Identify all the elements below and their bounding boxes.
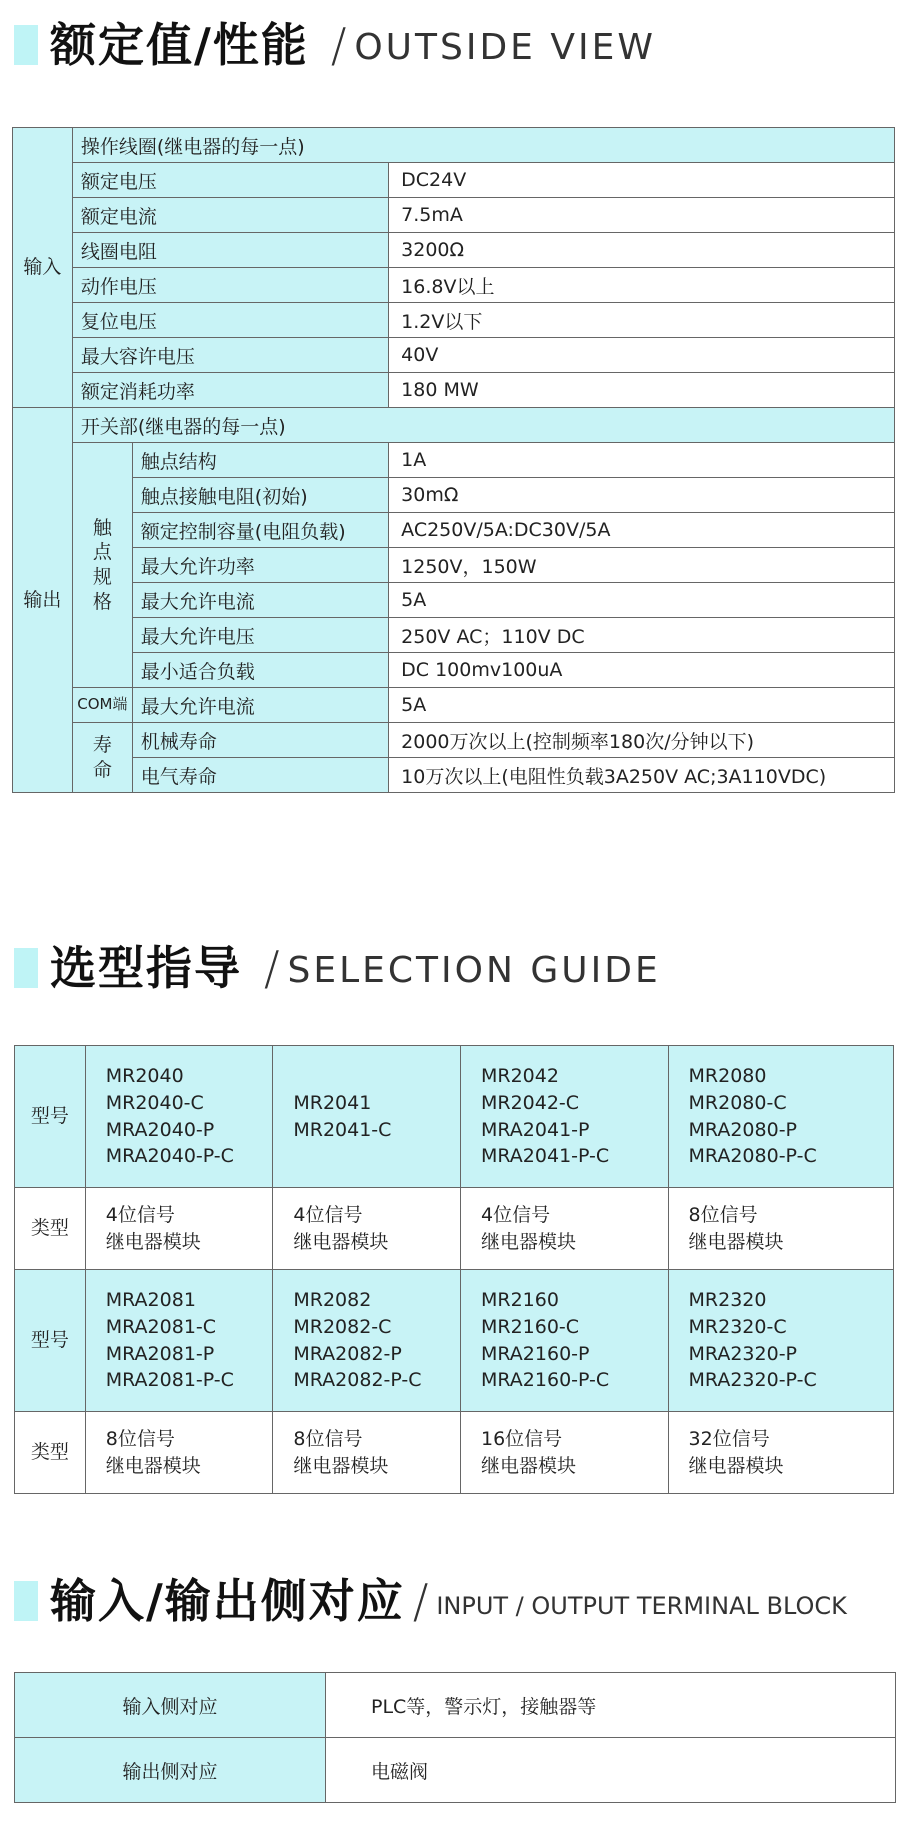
spec-label: 额定电流 xyxy=(72,198,388,233)
output-group-label: 输出 xyxy=(13,408,73,793)
spec-value: 250V AC；110V DC xyxy=(389,618,895,653)
spec-value: 30mΩ xyxy=(389,478,895,513)
section-title-en: OUTSIDE VIEW xyxy=(354,27,656,68)
life-label: 寿 命 xyxy=(72,723,132,793)
spec-value: 1A xyxy=(389,443,895,478)
spec-label: 复位电压 xyxy=(72,303,388,338)
type-cell: 8位信号 继电器模块 xyxy=(273,1412,461,1494)
spec-value: DC 100mv100uA xyxy=(389,653,895,688)
model-cell: MR2082 MR2082-C MRA2082-P MRA2082-P-C xyxy=(273,1270,461,1412)
title-slash: / xyxy=(264,941,280,995)
accent-bar xyxy=(14,948,38,988)
io-table xyxy=(14,1672,896,1803)
type-cell: 32位信号 继电器模块 xyxy=(668,1412,893,1494)
com-label: COM端 xyxy=(72,688,132,723)
spec-label: 电气寿命 xyxy=(132,758,388,793)
model-cell: MR2160 MR2160-C MRA2160-P MRA2160-P-C xyxy=(460,1270,668,1412)
model-label: 型号 xyxy=(15,1270,86,1412)
io-label: 输出侧对应 xyxy=(15,1738,326,1803)
spec-value: 1250V，150W xyxy=(389,548,895,583)
input-group-label: 输入 xyxy=(13,128,73,408)
spec-label: 动作电压 xyxy=(72,268,388,303)
model-cell: MR2080 MR2080-C MRA2080-P MRA2080-P-C xyxy=(668,1046,893,1188)
title-slash: / xyxy=(412,1574,429,1628)
spec-label: 额定控制容量(电阻负载) xyxy=(132,513,388,548)
model-cell: MR2041 MR2041-C xyxy=(273,1046,461,1188)
spec-label: 线圈电阻 xyxy=(72,233,388,268)
model-cell: MR2320 MR2320-C MRA2320-P MRA2320-P-C xyxy=(668,1270,893,1412)
type-cell: 8位信号 继电器模块 xyxy=(85,1412,273,1494)
section-title-cn: 输入/输出侧对应 xyxy=(50,1574,405,1628)
model-cell: MR2040 MR2040-C MRA2040-P MRA2040-P-C xyxy=(85,1046,273,1188)
section-header-io xyxy=(14,1574,847,1628)
section-title-cn: 选型指导 xyxy=(50,941,242,995)
coil-header: 操作线圈(继电器的每一点) xyxy=(72,128,894,163)
type-label: 类型 xyxy=(15,1188,86,1270)
io-value: PLC等，警示灯，接触器等 xyxy=(326,1673,896,1738)
spec-value: 40V xyxy=(389,338,895,373)
accent-bar xyxy=(14,25,38,65)
spec-value: 7.5mA xyxy=(389,198,895,233)
type-label: 类型 xyxy=(15,1412,86,1494)
type-cell: 8位信号 继电器模块 xyxy=(668,1188,893,1270)
spec-value: AC250V/5A:DC30V/5A xyxy=(389,513,895,548)
spec-value: 180 MW xyxy=(389,373,895,408)
spec-value: 16.8V以上 xyxy=(389,268,895,303)
spec-label: 最小适合负载 xyxy=(132,653,388,688)
type-cell: 16位信号 继电器模块 xyxy=(460,1412,668,1494)
spec-label: 最大允许电流 xyxy=(132,688,388,723)
spec-value: 2000万次以上(控制频率180次/分钟以下) xyxy=(389,723,895,758)
section-title-cn: 额定值/性能 xyxy=(50,18,309,72)
accent-bar xyxy=(14,1581,38,1621)
spec-label: 额定电压 xyxy=(72,163,388,198)
spec-value: 5A xyxy=(389,583,895,618)
spec-label: 最大容许电压 xyxy=(72,338,388,373)
title-slash: / xyxy=(330,18,347,72)
type-cell: 4位信号 继电器模块 xyxy=(85,1188,273,1270)
type-cell: 4位信号 继电器模块 xyxy=(273,1188,461,1270)
section-title-en: INPUT / OUTPUT TERMINAL BLOCK xyxy=(436,1592,847,1620)
model-label: 型号 xyxy=(15,1046,86,1188)
model-cell: MRA2081 MRA2081-C MRA2081-P MRA2081-P-C xyxy=(85,1270,273,1412)
section-header-rating xyxy=(14,18,656,72)
rating-table xyxy=(12,127,895,793)
spec-value: 1.2V以下 xyxy=(389,303,895,338)
spec-value: DC24V xyxy=(389,163,895,198)
spec-label: 额定消耗功率 xyxy=(72,373,388,408)
model-cell: MR2042 MR2042-C MRA2041-P MRA2041-P-C xyxy=(460,1046,668,1188)
spec-label: 触点接触电阻(初始) xyxy=(132,478,388,513)
spec-value: 3200Ω xyxy=(389,233,895,268)
spec-value: 5A xyxy=(389,688,895,723)
switch-header: 开关部(继电器的每一点) xyxy=(72,408,894,443)
section-header-selection xyxy=(14,941,661,995)
spec-label: 最大允许功率 xyxy=(132,548,388,583)
spec-label: 机械寿命 xyxy=(132,723,388,758)
io-value: 电磁阀 xyxy=(326,1738,896,1803)
selection-guide-table xyxy=(14,1045,894,1494)
type-cell: 4位信号 继电器模块 xyxy=(460,1188,668,1270)
section-title-en: SELECTION GUIDE xyxy=(287,950,661,991)
io-label: 输入侧对应 xyxy=(15,1673,326,1738)
spec-label: 触点结构 xyxy=(132,443,388,478)
spec-label: 最大允许电流 xyxy=(132,583,388,618)
contact-spec-label: 触 点 规 格 xyxy=(72,443,132,688)
spec-value: 10万次以上(电阻性负载3A250V AC;3A110VDC) xyxy=(389,758,895,793)
spec-label: 最大允许电压 xyxy=(132,618,388,653)
